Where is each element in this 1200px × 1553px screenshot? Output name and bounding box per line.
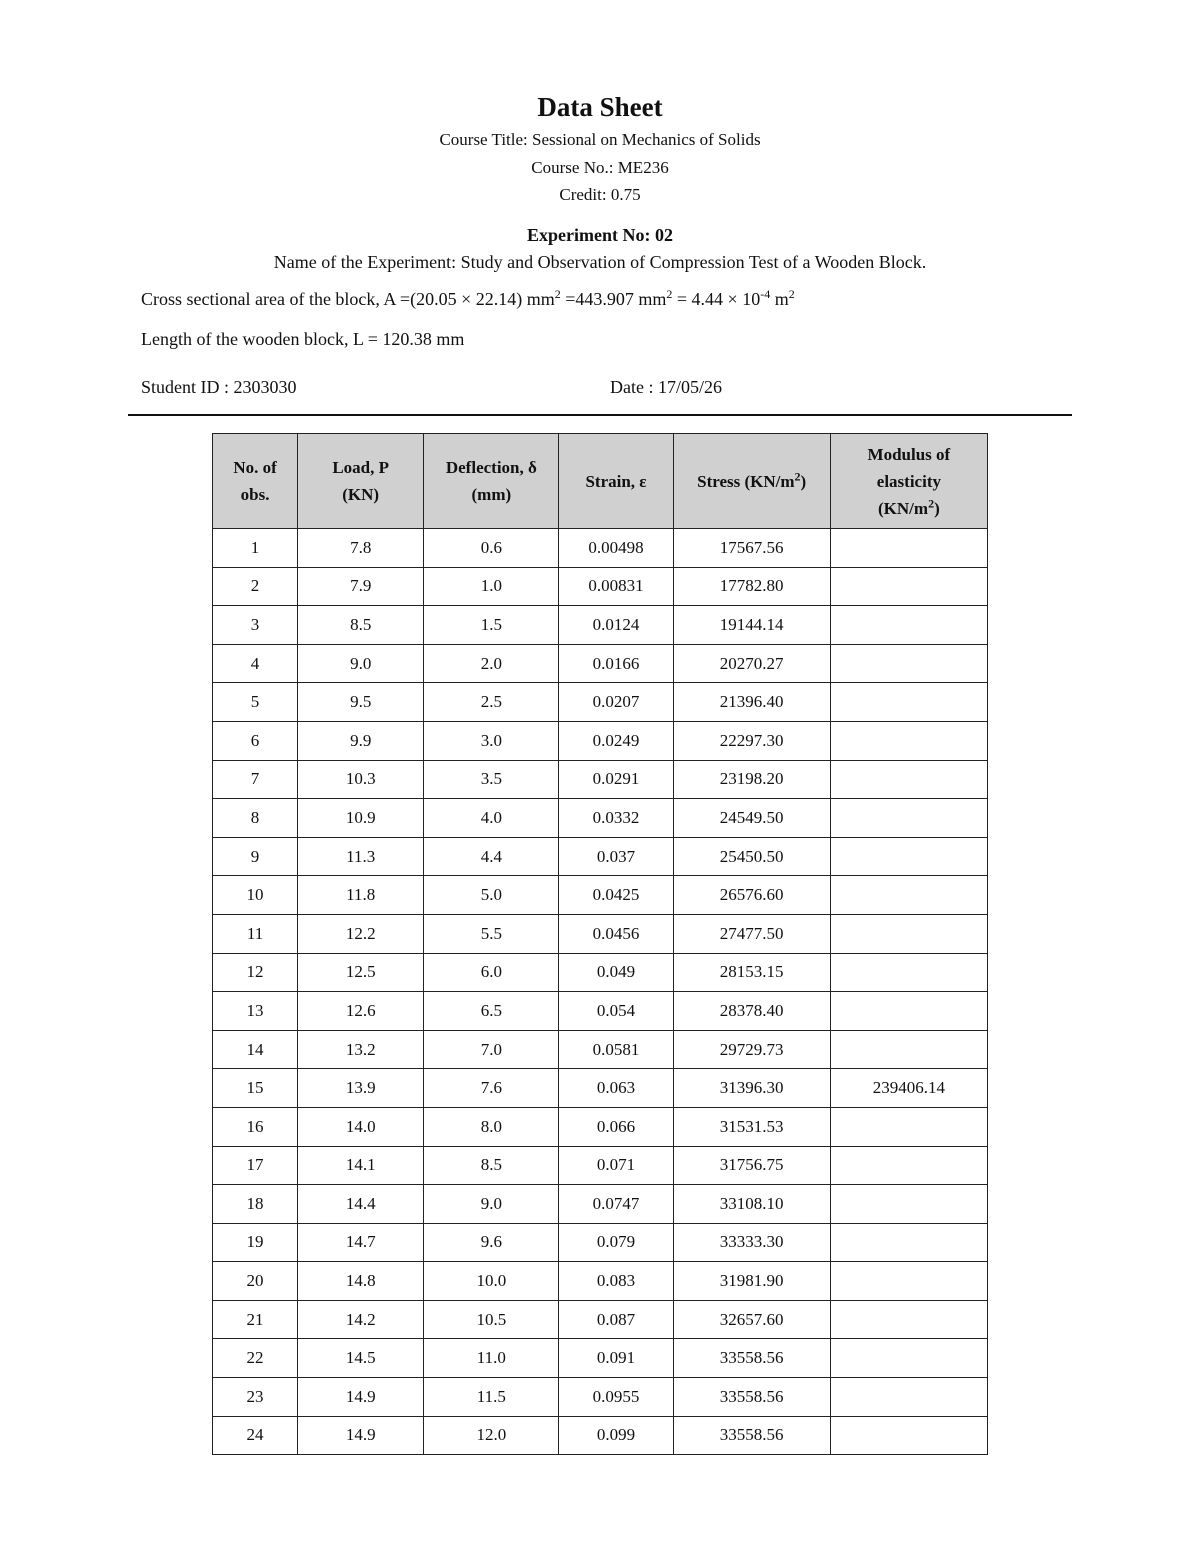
table-row <box>213 529 988 568</box>
load-cell: 12.5 <box>298 953 424 992</box>
horizontal-divider <box>128 414 1072 416</box>
stress-cell: 25450.50 <box>673 837 830 876</box>
table-row <box>213 914 988 953</box>
obs-cell: 16 <box>213 1107 298 1146</box>
cross-sectional-area <box>141 289 795 310</box>
deflection-cell: 10.0 <box>424 1262 559 1301</box>
load-cell: 11.3 <box>298 837 424 876</box>
load-cell: 10.3 <box>298 760 424 799</box>
stress-cell: 17567.56 <box>673 529 830 568</box>
stress-cell: 23198.20 <box>673 760 830 799</box>
table-row <box>213 567 988 606</box>
table-row <box>213 721 988 760</box>
strain-cell: 0.063 <box>559 1069 673 1108</box>
modulus-cell <box>830 1107 987 1146</box>
modulus-cell <box>830 1146 987 1185</box>
deflection-cell: 2.5 <box>424 683 559 722</box>
obs-cell: 17 <box>213 1146 298 1185</box>
load-cell: 9.9 <box>298 721 424 760</box>
obs-cell: 7 <box>213 760 298 799</box>
obs-cell: 1 <box>213 529 298 568</box>
modulus-cell <box>830 799 987 838</box>
load-cell: 13.9 <box>298 1069 424 1108</box>
deflection-cell: 6.5 <box>424 992 559 1031</box>
table-row <box>213 644 988 683</box>
modulus-cell <box>830 683 987 722</box>
modulus-cell <box>830 876 987 915</box>
stress-cell: 33558.56 <box>673 1339 830 1378</box>
load-cell: 14.0 <box>298 1107 424 1146</box>
strain-cell: 0.0747 <box>559 1185 673 1224</box>
load-cell: 9.0 <box>298 644 424 683</box>
strain-cell: 0.099 <box>559 1416 673 1455</box>
deflection-cell: 7.0 <box>424 1030 559 1069</box>
load-cell: 10.9 <box>298 799 424 838</box>
stress-cell: 31396.30 <box>673 1069 830 1108</box>
stress-cell: 31756.75 <box>673 1146 830 1185</box>
modulus-cell <box>830 760 987 799</box>
strain-cell: 0.0249 <box>559 721 673 760</box>
obs-cell: 20 <box>213 1262 298 1301</box>
modulus-cell <box>830 529 987 568</box>
table-row <box>213 1262 988 1301</box>
obs-cell: 24 <box>213 1416 298 1455</box>
strain-cell: 0.0291 <box>559 760 673 799</box>
modulus-cell <box>830 644 987 683</box>
modulus-cell <box>830 567 987 606</box>
header-load: Load, P (KN) <box>298 434 424 529</box>
strain-cell: 0.087 <box>559 1300 673 1339</box>
stress-cell: 21396.40 <box>673 683 830 722</box>
strain-cell: 0.0456 <box>559 914 673 953</box>
table-row <box>213 1030 988 1069</box>
obs-cell: 10 <box>213 876 298 915</box>
deflection-cell: 3.5 <box>424 760 559 799</box>
course-title: Course Title: Sessional on Mechanics of Solids <box>439 130 761 149</box>
modulus-cell <box>830 1300 987 1339</box>
course-credit: Credit: 0.75 <box>559 185 641 204</box>
stress-cell: 28153.15 <box>673 953 830 992</box>
table-row <box>213 992 988 1031</box>
experiment-name: Name of the Experiment: Study and Observation of Compression Test of a Wooden Block. <box>273 252 927 272</box>
table-row <box>213 1223 988 1262</box>
obs-cell: 21 <box>213 1300 298 1339</box>
table-row <box>213 760 988 799</box>
deflection-cell: 8.5 <box>424 1146 559 1185</box>
strain-cell: 0.0207 <box>559 683 673 722</box>
header-strain: Strain, ε <box>559 434 673 529</box>
stress-cell: 24549.50 <box>673 799 830 838</box>
obs-cell: 3 <box>213 606 298 645</box>
header-deflection: Deflection, δ (mm) <box>424 434 559 529</box>
table-row <box>213 837 988 876</box>
area-superscript-4: 2 <box>788 287 795 301</box>
table-row <box>213 1146 988 1185</box>
obs-cell: 18 <box>213 1185 298 1224</box>
modulus-cell <box>830 606 987 645</box>
deflection-cell: 4.0 <box>424 799 559 838</box>
table-body <box>213 529 988 1455</box>
modulus-cell <box>830 1262 987 1301</box>
modulus-cell <box>830 837 987 876</box>
obs-cell: 4 <box>213 644 298 683</box>
modulus-cell <box>830 914 987 953</box>
obs-cell: 5 <box>213 683 298 722</box>
obs-cell: 15 <box>213 1069 298 1108</box>
table-row <box>213 1416 988 1455</box>
area-text-2: =443.907 mm <box>560 289 667 309</box>
modulus-cell <box>830 721 987 760</box>
table-row <box>213 606 988 645</box>
stress-cell: 32657.60 <box>673 1300 830 1339</box>
strain-cell: 0.0332 <box>559 799 673 838</box>
strain-cell: 0.0166 <box>559 644 673 683</box>
obs-cell: 6 <box>213 721 298 760</box>
modulus-cell: 239406.14 <box>830 1069 987 1108</box>
obs-cell: 14 <box>213 1030 298 1069</box>
strain-cell: 0.0124 <box>559 606 673 645</box>
load-cell: 7.8 <box>298 529 424 568</box>
load-cell: 14.7 <box>298 1223 424 1262</box>
deflection-cell: 9.0 <box>424 1185 559 1224</box>
area-text-1: Cross sectional area of the block, A =(20.05 × 22.14) mm <box>141 289 555 309</box>
stress-cell: 19144.14 <box>673 606 830 645</box>
deflection-cell: 8.0 <box>424 1107 559 1146</box>
student-id: Student ID : 2303030 <box>141 377 297 397</box>
modulus-cell <box>830 953 987 992</box>
modulus-cell <box>830 992 987 1031</box>
stress-cell: 31531.53 <box>673 1107 830 1146</box>
strain-cell: 0.0425 <box>559 876 673 915</box>
strain-cell: 0.0955 <box>559 1378 673 1417</box>
strain-cell: 0.0581 <box>559 1030 673 1069</box>
deflection-cell: 1.0 <box>424 567 559 606</box>
obs-cell: 22 <box>213 1339 298 1378</box>
deflection-cell: 0.6 <box>424 529 559 568</box>
course-number: Course No.: ME236 <box>531 158 669 177</box>
load-cell: 14.8 <box>298 1262 424 1301</box>
obs-cell: 8 <box>213 799 298 838</box>
obs-cell: 13 <box>213 992 298 1031</box>
stress-cell: 20270.27 <box>673 644 830 683</box>
page-title: Data Sheet <box>537 92 663 122</box>
load-cell: 14.4 <box>298 1185 424 1224</box>
table-header-row <box>213 434 988 529</box>
load-cell: 8.5 <box>298 606 424 645</box>
deflection-cell: 5.5 <box>424 914 559 953</box>
stress-cell: 29729.73 <box>673 1030 830 1069</box>
table-row <box>213 953 988 992</box>
obs-cell: 19 <box>213 1223 298 1262</box>
observation-table <box>212 433 988 1455</box>
load-cell: 14.1 <box>298 1146 424 1185</box>
stress-cell: 17782.80 <box>673 567 830 606</box>
stress-cell: 27477.50 <box>673 914 830 953</box>
modulus-cell <box>830 1030 987 1069</box>
load-cell: 12.6 <box>298 992 424 1031</box>
obs-cell: 12 <box>213 953 298 992</box>
deflection-cell: 10.5 <box>424 1300 559 1339</box>
modulus-cell <box>830 1378 987 1417</box>
date: Date : 17/05/26 <box>610 377 722 397</box>
load-cell: 14.9 <box>298 1416 424 1455</box>
table-row <box>213 1300 988 1339</box>
strain-cell: 0.071 <box>559 1146 673 1185</box>
deflection-cell: 5.0 <box>424 876 559 915</box>
deflection-cell: 1.5 <box>424 606 559 645</box>
table-row <box>213 1378 988 1417</box>
area-text-3: = 4.44 × 10 <box>672 289 761 309</box>
strain-cell: 0.049 <box>559 953 673 992</box>
load-cell: 14.9 <box>298 1378 424 1417</box>
modulus-cell <box>830 1185 987 1224</box>
load-cell: 12.2 <box>298 914 424 953</box>
deflection-cell: 9.6 <box>424 1223 559 1262</box>
stress-cell: 33108.10 <box>673 1185 830 1224</box>
load-cell: 13.2 <box>298 1030 424 1069</box>
obs-cell: 11 <box>213 914 298 953</box>
area-text-4: m <box>770 289 789 309</box>
strain-cell: 0.079 <box>559 1223 673 1262</box>
table-row <box>213 1185 988 1224</box>
strain-cell: 0.083 <box>559 1262 673 1301</box>
deflection-cell: 4.4 <box>424 837 559 876</box>
header-stress: Stress $(KN/m^2)$ <box>673 434 830 529</box>
obs-cell: 2 <box>213 567 298 606</box>
deflection-cell: 11.0 <box>424 1339 559 1378</box>
stress-cell: 33558.56 <box>673 1378 830 1417</box>
table-row <box>213 1107 988 1146</box>
table-row <box>213 1069 988 1108</box>
stress-cell: 26576.60 <box>673 876 830 915</box>
stress-cell: 31981.90 <box>673 1262 830 1301</box>
obs-cell: 23 <box>213 1378 298 1417</box>
strain-cell: 0.00831 <box>559 567 673 606</box>
strain-cell: 0.066 <box>559 1107 673 1146</box>
experiment-number: Experiment No: 02 <box>527 225 673 245</box>
deflection-cell: 11.5 <box>424 1378 559 1417</box>
modulus-cell <box>830 1223 987 1262</box>
load-cell: 14.5 <box>298 1339 424 1378</box>
table-row <box>213 799 988 838</box>
header-obs: No. of obs. <box>213 434 298 529</box>
stress-cell: 33333.30 <box>673 1223 830 1262</box>
strain-cell: 0.054 <box>559 992 673 1031</box>
load-cell: 9.5 <box>298 683 424 722</box>
load-cell: 7.9 <box>298 567 424 606</box>
stress-cell: 33558.56 <box>673 1416 830 1455</box>
obs-cell: 9 <box>213 837 298 876</box>
deflection-cell: 2.0 <box>424 644 559 683</box>
strain-cell: 0.091 <box>559 1339 673 1378</box>
block-length: Length of the wooden block, L = 120.38 mm <box>141 329 465 349</box>
area-superscript-3: -4 <box>760 287 771 301</box>
table-row <box>213 1339 988 1378</box>
load-cell: 11.8 <box>298 876 424 915</box>
deflection-cell: 6.0 <box>424 953 559 992</box>
header-modulus: Modulus of elasticity $(KN/m^2)$ <box>830 434 987 529</box>
strain-cell: 0.037 <box>559 837 673 876</box>
deflection-cell: 12.0 <box>424 1416 559 1455</box>
area-superscript-2: 2 <box>666 287 673 301</box>
table-row <box>213 683 988 722</box>
deflection-cell: 7.6 <box>424 1069 559 1108</box>
load-cell: 14.2 <box>298 1300 424 1339</box>
stress-cell: 22297.30 <box>673 721 830 760</box>
deflection-cell: 3.0 <box>424 721 559 760</box>
modulus-cell <box>830 1339 987 1378</box>
stress-cell: 28378.40 <box>673 992 830 1031</box>
strain-cell: 0.00498 <box>559 529 673 568</box>
area-superscript-1: 2 <box>554 287 561 301</box>
table-row <box>213 876 988 915</box>
modulus-cell <box>830 1416 987 1455</box>
